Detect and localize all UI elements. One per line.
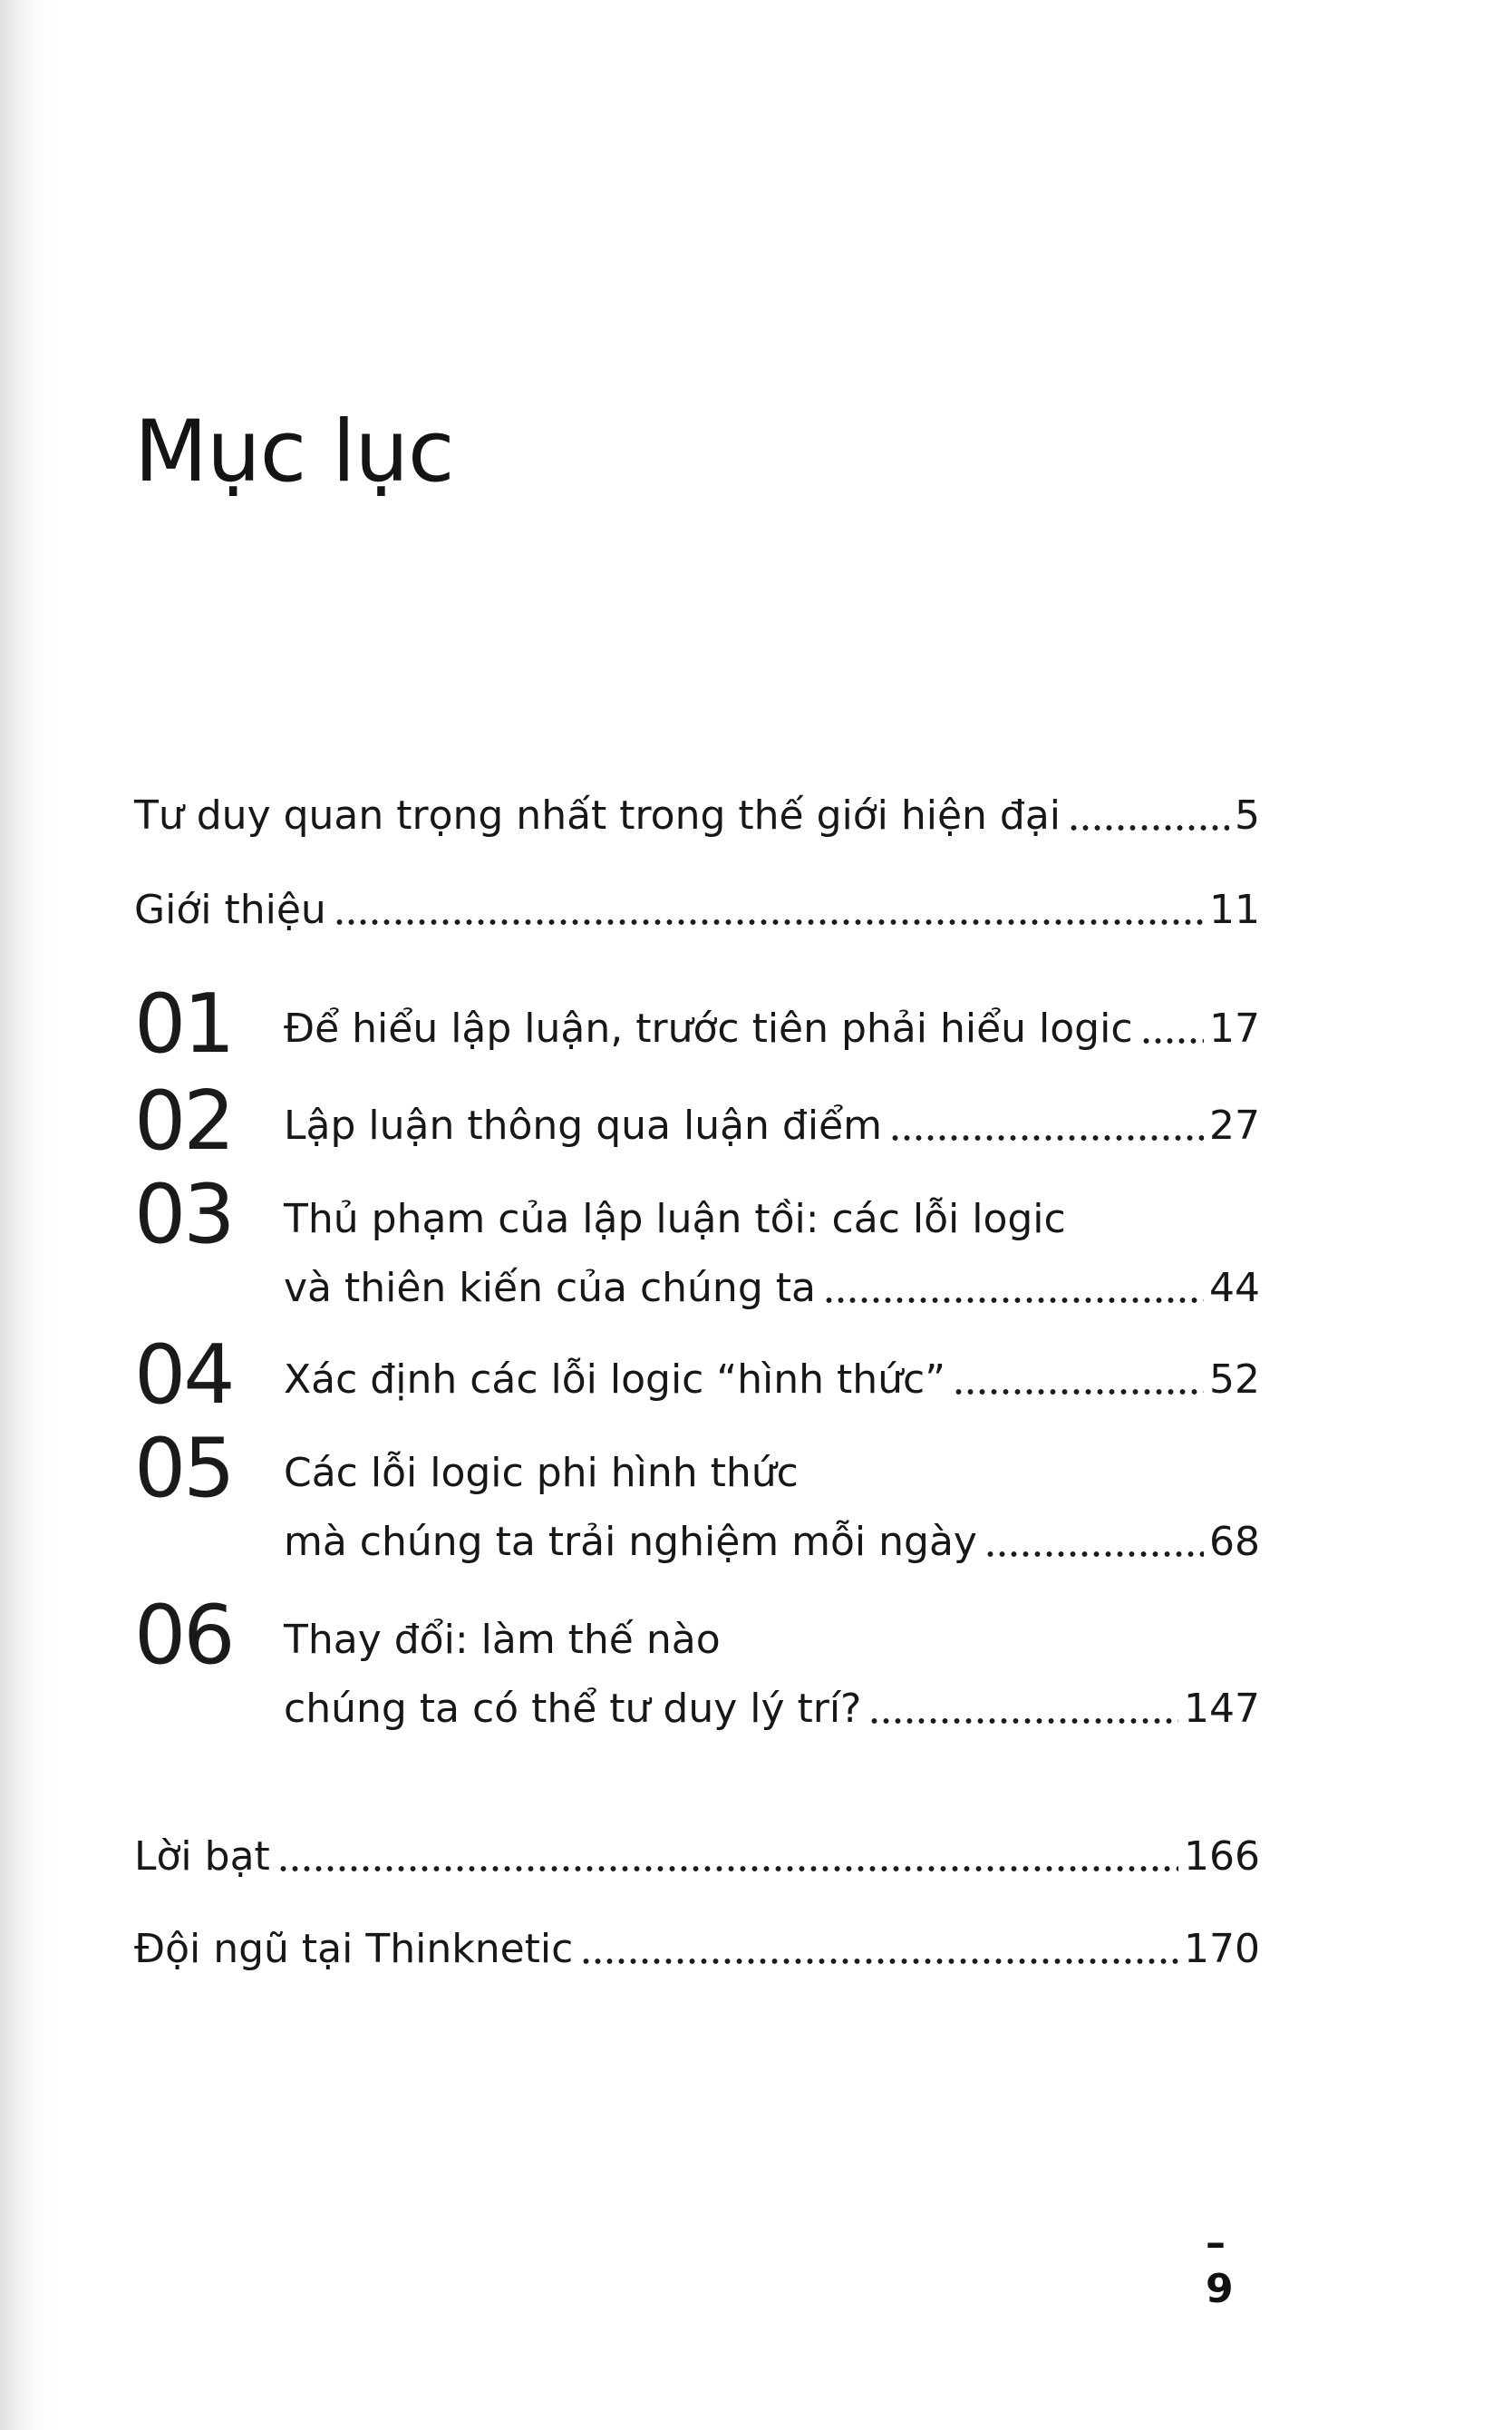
- dot-leader: [984, 1549, 1204, 1560]
- chapter-entry: [134, 1327, 1260, 1423]
- chapter-page-number: 27: [1209, 1103, 1260, 1149]
- chapter-title-line: [284, 1103, 1260, 1149]
- chapter-title-text: Thủ phạm của lập luận tồi: các lỗi logic: [284, 1196, 1066, 1242]
- toc-entry: [134, 887, 1260, 933]
- chapter-title-line: [284, 1519, 1260, 1565]
- chapter-title-lines: [284, 1428, 1260, 1565]
- dot-leader: [1068, 822, 1229, 833]
- chapter-number: 02: [134, 1074, 233, 1169]
- chapter-entry: [134, 1588, 1260, 1732]
- toc-entry-label: Tư duy quan trọng nhất trong thế giới hiện đại: [134, 792, 1061, 839]
- chapter-title-text: Lập luận thông qua luận điểm: [284, 1103, 882, 1149]
- chapter-title-line: [284, 1006, 1260, 1052]
- dot-leader: [1140, 1035, 1204, 1046]
- chapter-title-text: Để hiểu lập luận, trước tiên phải hiểu logic: [284, 1006, 1133, 1052]
- chapter-title-line: [284, 1196, 1260, 1242]
- chapter-entry: [134, 1421, 1260, 1565]
- chapter-entry: [134, 977, 1260, 1072]
- chapter-title-lines: [284, 984, 1260, 1065]
- chapter-page-number: 68: [1209, 1519, 1260, 1565]
- dot-leader: [868, 1716, 1178, 1726]
- page-title: Mục lục: [134, 403, 454, 501]
- chapter-number: 01: [134, 977, 233, 1072]
- chapter-page-number: 17: [1209, 1006, 1260, 1052]
- chapter-title-text: Các lỗi logic phi hình thức: [284, 1450, 799, 1496]
- dot-leader: [277, 1863, 1178, 1874]
- chapter-page-number: 147: [1184, 1686, 1260, 1732]
- toc-entry-page: 170: [1184, 1926, 1260, 1972]
- toc-entry-label: Giới thiệu: [134, 887, 326, 933]
- chapter-number: 06: [134, 1588, 233, 1683]
- toc-entry-page: 5: [1235, 792, 1260, 839]
- chapter-page-number: 44: [1209, 1265, 1260, 1311]
- page-number: – 9: [1206, 2220, 1236, 2312]
- toc-entry: [134, 1833, 1260, 1880]
- chapter-title-line: [284, 1686, 1260, 1732]
- chapter-title-lines: [284, 1081, 1260, 1162]
- chapter-page-number: 52: [1209, 1356, 1260, 1403]
- toc-entry: [134, 792, 1260, 839]
- toc-content: [134, 0, 1260, 2430]
- toc-entry-label: Lời bạt: [134, 1833, 270, 1880]
- chapter-title-lines: [284, 1595, 1260, 1732]
- chapter-title-text: chúng ta có thể tư duy lý trí?: [284, 1686, 862, 1732]
- chapter-title-line: [284, 1450, 1260, 1496]
- dot-leader: [334, 917, 1204, 928]
- dot-leader: [580, 1956, 1178, 1967]
- chapter-title-text: Thay đổi: làm thế nào: [284, 1617, 721, 1663]
- chapter-entry: [134, 1167, 1260, 1311]
- toc-entry-page: 11: [1209, 887, 1260, 933]
- chapter-number: 04: [134, 1327, 233, 1423]
- toc-entry: [134, 1926, 1260, 1972]
- chapter-title-text: mà chúng ta trải nghiệm mỗi ngày: [284, 1519, 977, 1565]
- chapter-title-text: Xác định các lỗi logic “hình thức”: [284, 1356, 946, 1403]
- chapter-title-line: [284, 1356, 1260, 1403]
- toc-entry-page: 166: [1184, 1833, 1260, 1880]
- dot-leader: [953, 1386, 1204, 1397]
- chapter-title-line: [284, 1265, 1260, 1311]
- chapter-title-text: và thiên kiến của chúng ta: [284, 1265, 816, 1311]
- chapter-title-line: [284, 1617, 1260, 1663]
- chapter-title-lines: [284, 1174, 1260, 1311]
- chapter-number: 03: [134, 1167, 233, 1262]
- toc-entry-label: Đội ngũ tại Thinknetic: [134, 1926, 574, 1972]
- chapter-entry: [134, 1074, 1260, 1169]
- page-edge-shadow: [0, 0, 56, 2430]
- dot-leader: [889, 1132, 1204, 1143]
- chapter-number: 05: [134, 1421, 233, 1516]
- dot-leader: [823, 1295, 1204, 1306]
- chapter-title-lines: [284, 1335, 1260, 1416]
